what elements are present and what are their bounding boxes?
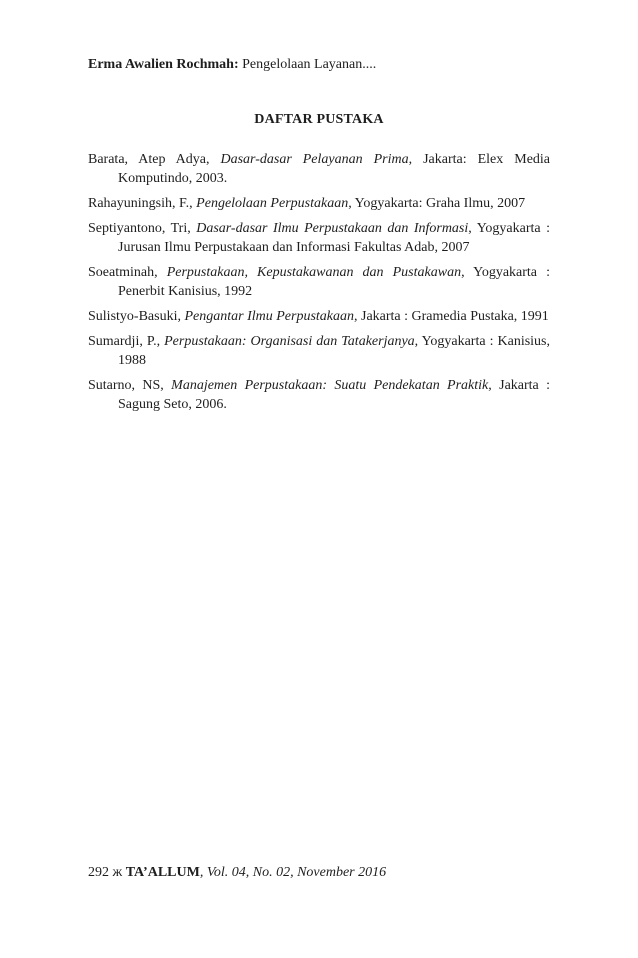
reference-item <box>88 194 550 213</box>
reference-publisher: , Jakarta: Elex Media Komputindo, 2003. <box>118 152 551 186</box>
reference-publisher: , Jakarta : Sagung Seto, 2006. <box>118 378 550 412</box>
reference-title: Dasar-dasar Ilmu Perpustakaan dan Informasi <box>196 221 469 236</box>
journal-name: TA’ALLUM <box>125 865 200 880</box>
reference-author: Rahayuningsih, F., <box>88 196 197 211</box>
reference-publisher: , Yogyakarta : Kanisius, 1988 <box>118 334 550 368</box>
reference-list <box>88 150 550 420</box>
reference-item <box>88 332 550 370</box>
running-head-author: Erma Awalien Rochmah: <box>88 57 239 72</box>
running-head <box>88 57 376 73</box>
reference-item <box>88 376 550 414</box>
reference-author: Sulistyo-Basuki, <box>88 309 185 324</box>
reference-item <box>88 307 550 326</box>
reference-author: Sutarno, NS, <box>88 378 172 393</box>
reference-publisher: , Jakarta : Gramedia Pustaka, 1991 <box>354 309 549 324</box>
reference-author: Sumardji, P., <box>88 334 165 349</box>
reference-title: Perpustakaan: Organisasi dan Tatakerjanya <box>164 334 415 349</box>
reference-publisher: , Yogyakarta: Graha Ilmu, 2007 <box>348 196 526 211</box>
reference-title: Pengelolaan Perpustakaan <box>196 196 349 211</box>
section-title: DAFTAR PUSTAKA <box>254 112 384 127</box>
reference-publisher: , Yogyakarta : Jurusan Ilmu Perpustakaan dan Informasi Fakultas Adab, 2007 <box>118 221 550 255</box>
footer-separator-glyph: ж <box>112 865 123 880</box>
reference-item <box>88 150 550 188</box>
reference-title: Manajemen Perpustakaan: Suatu Pendekatan Praktik <box>171 378 489 393</box>
reference-title: Pengantar Ilmu Perpustakaan <box>184 309 354 324</box>
reference-author: Barata, Atep Adya, <box>88 152 221 167</box>
reference-item <box>88 219 550 257</box>
reference-author: Soeatminah, <box>88 265 167 280</box>
running-head-title: Pengelolaan Layanan.... <box>238 57 377 72</box>
reference-publisher: , Yogyakarta : Penerbit Kanisius, 1992 <box>118 265 550 299</box>
reference-item <box>88 263 550 301</box>
reference-title: Dasar-dasar Pelayanan Prima <box>220 152 409 167</box>
page-number: 292 <box>88 865 109 880</box>
journal-issue: , Vol. 04, No. 02, November 2016 <box>199 865 387 880</box>
page-footer <box>88 865 386 881</box>
reference-author: Septiyantono, Tri, <box>88 221 197 236</box>
reference-title: Perpustakaan, Kepustakawanan dan Pustakawan <box>166 265 462 280</box>
